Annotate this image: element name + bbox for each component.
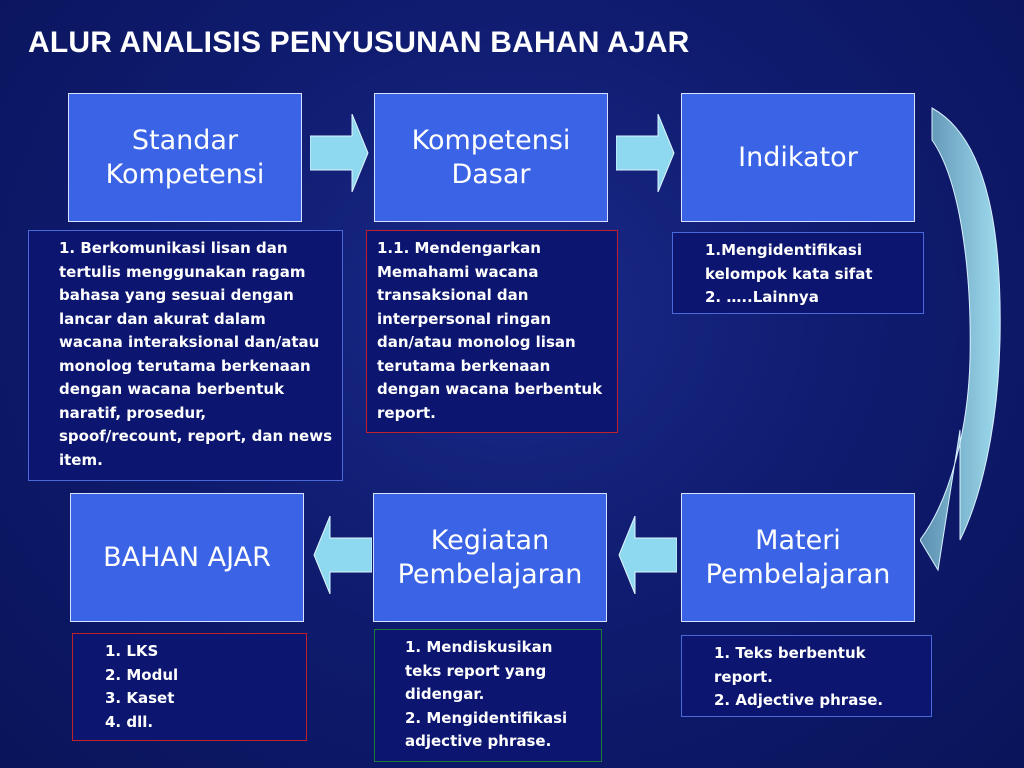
list-item: 2. Modul (105, 665, 179, 684)
box-kegiatan-pembelajaran: Kegiatan Pembelajaran (373, 493, 607, 622)
left-arrow-icon (617, 516, 677, 594)
box-standar-kompetensi: Standar Kompetensi (68, 93, 302, 222)
list-item: 3. Kaset (105, 689, 175, 707)
box-bahan-ajar: BAHAN AJAR (70, 493, 304, 622)
note-standar-kompetensi (28, 230, 343, 481)
list-item: 2. …..Lainnya (705, 288, 819, 306)
note-indikator (672, 232, 924, 314)
right-arrow-icon (310, 114, 370, 192)
note-bahan-ajar (72, 633, 307, 741)
note-kompetensi-dasar (366, 230, 618, 433)
list-item: 1.Mengidentifikasi (705, 241, 862, 259)
list-item: 1. Teks berbentuk (714, 644, 866, 662)
box-kompetensi-dasar: Kompetensi Dasar (374, 93, 608, 222)
note-materi-pembelajaran (681, 635, 932, 717)
list-item: 2. Mengidentifikasi adjective phrase. (405, 708, 568, 750)
page-title: ALUR ANALISIS PENYUSUNAN BAHAN AJAR (28, 26, 690, 59)
right-arrow-icon (616, 114, 676, 192)
curved-down-arrow-icon (920, 100, 1010, 620)
list-item: 1.1. Mendengarkan Memahami wacana transaksional dan interpersonal ringan dan/atau monolog lisan terutama berkenaan dengan wacana berbentuk report. (377, 239, 603, 422)
list-item: kelompok kata sifat (705, 264, 873, 283)
list-item: 2. Adjective phrase. (714, 691, 884, 709)
list-item: 1. Mendiskusikan teks report yang didengar. (405, 638, 553, 703)
note-kegiatan-pembelajaran (374, 629, 602, 762)
box-materi-pembelajaran: Materi Pembelajaran (681, 493, 915, 622)
list-item: report. (714, 667, 773, 686)
list-item: 4. dll. (105, 712, 154, 731)
list-item: 1. Berkomunikasi lisan dan tertulis menggunakan ragam bahasa yang sesuai dengan lancar dan akurat dalam wacana interaksional dan/atau monolog terutama berkenaan dengan wacana berbentuk naratif, prosedur, spoof/recount, report, dan news item. (59, 239, 332, 469)
left-arrow-icon (312, 516, 372, 594)
list-item: 1. LKS (105, 642, 159, 660)
box-indikator: Indikator (681, 93, 915, 222)
